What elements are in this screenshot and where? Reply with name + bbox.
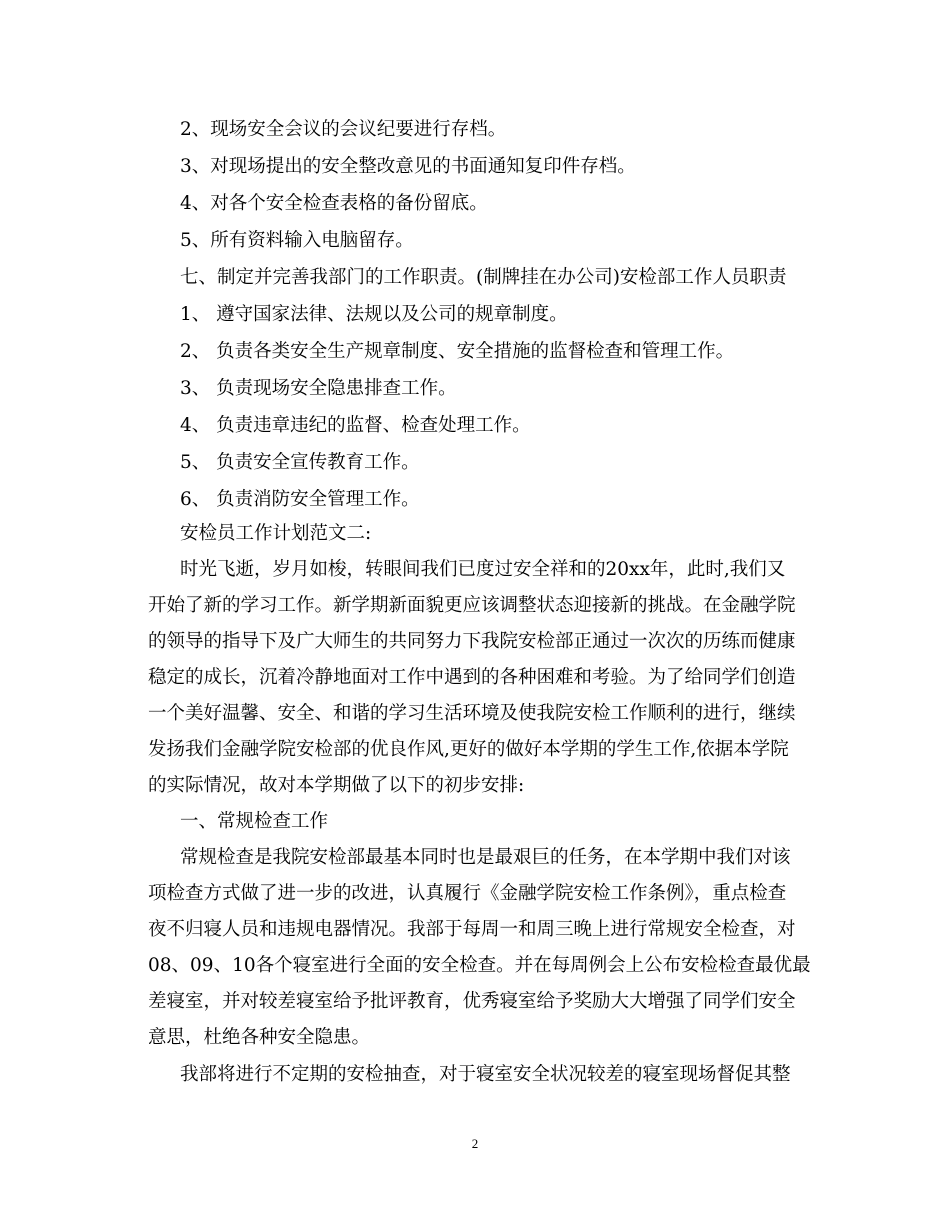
paragraph-line: 差寝室，并对较差寝室给予批评教育，优秀寝室给予奖励大大增强了同学们安全 (148, 991, 796, 1012)
paragraph-line: 稳定的成长，沉着冷静地面对工作中遇到的各种困难和考验。为了给同学们创造 (148, 667, 796, 688)
paragraph-line: 我部将进行不定期的安检抽查，对于寝室安全状况较差的寝室现场督促其整 (180, 1064, 791, 1085)
list-item: 6、 负责消防安全管理工作。 (180, 489, 420, 510)
list-item: 2、 负责各类安全生产规章制度、安全措施的监督检查和管理工作。 (180, 341, 735, 362)
paragraph-line: 常规检查是我院安检部最基本同时也是最艰巨的任务，在本学期中我们对该 (180, 847, 791, 868)
list-item: 4、 负责违章违纪的监督、检查处理工作。 (180, 415, 531, 436)
paragraph-line: 开始了新的学习工作。新学期新面貌更应该调整状态迎接新的挑战。在金融学院 (148, 595, 796, 616)
paragraph-line: 一个美好温馨、安全、和谐的学习生活环境及使我院安检工作顺利的进行，继续 (148, 703, 796, 724)
paragraph-line: 的领导的指导下及广大师生的共同努力下我院安检部正通过一次次的历练而健康 (148, 631, 796, 652)
list-item: 3、 负责现场安全隐患排查工作。 (180, 378, 457, 399)
list-item: 1、 遵守国家法律、法规以及公司的规章制度。 (180, 304, 568, 325)
paragraph-line: 项检查方式做了进一步的改进，认真履行《金融学院安检工作条例》，重点检查 (148, 883, 787, 904)
list-item: 2、现场安全会议的会议纪要进行存档。 (180, 119, 507, 140)
subtitle: 安检员工作计划范文二: (180, 523, 372, 544)
paragraph-line: 时光飞逝，岁月如梭，转眼间我们已度过安全祥和的20xx年，此时,我们又 (180, 559, 786, 580)
paragraph-line: 意思，杜绝各种安全隐患。 (148, 1027, 371, 1048)
section-heading: 一、常规检查工作 (180, 811, 329, 832)
list-item: 4、对各个安全检查表格的备份留底。 (180, 193, 488, 214)
section-line: 七、制定并完善我部门的工作职责。(制牌挂在办公司)安检部工作人员职责 (180, 267, 787, 288)
paragraph-line: 夜不归寝人员和违规电器情况。我部于每周一和周三晚上进行常规安全检查，对 (148, 919, 796, 940)
list-item: 3、对现场提出的安全整改意见的书面通知复印件存档。 (180, 156, 636, 177)
paragraph-line: 08、09、10各个寝室进行全面的安全检查。并在每周例会上公布安检检查最优最 (148, 955, 811, 976)
paragraph-line: 的实际情况，故对本学期做了以下的初步安排: (148, 775, 525, 796)
paragraph-line: 发扬我们金融学院安检部的优良作风,更好的做好本学期的学生工作,依据本学院 (148, 739, 789, 760)
list-item: 5、 负责安全宣传教育工作。 (180, 452, 420, 473)
list-item: 5、所有资料输入电脑留存。 (180, 230, 414, 251)
page-number: 2 (471, 1136, 479, 1151)
